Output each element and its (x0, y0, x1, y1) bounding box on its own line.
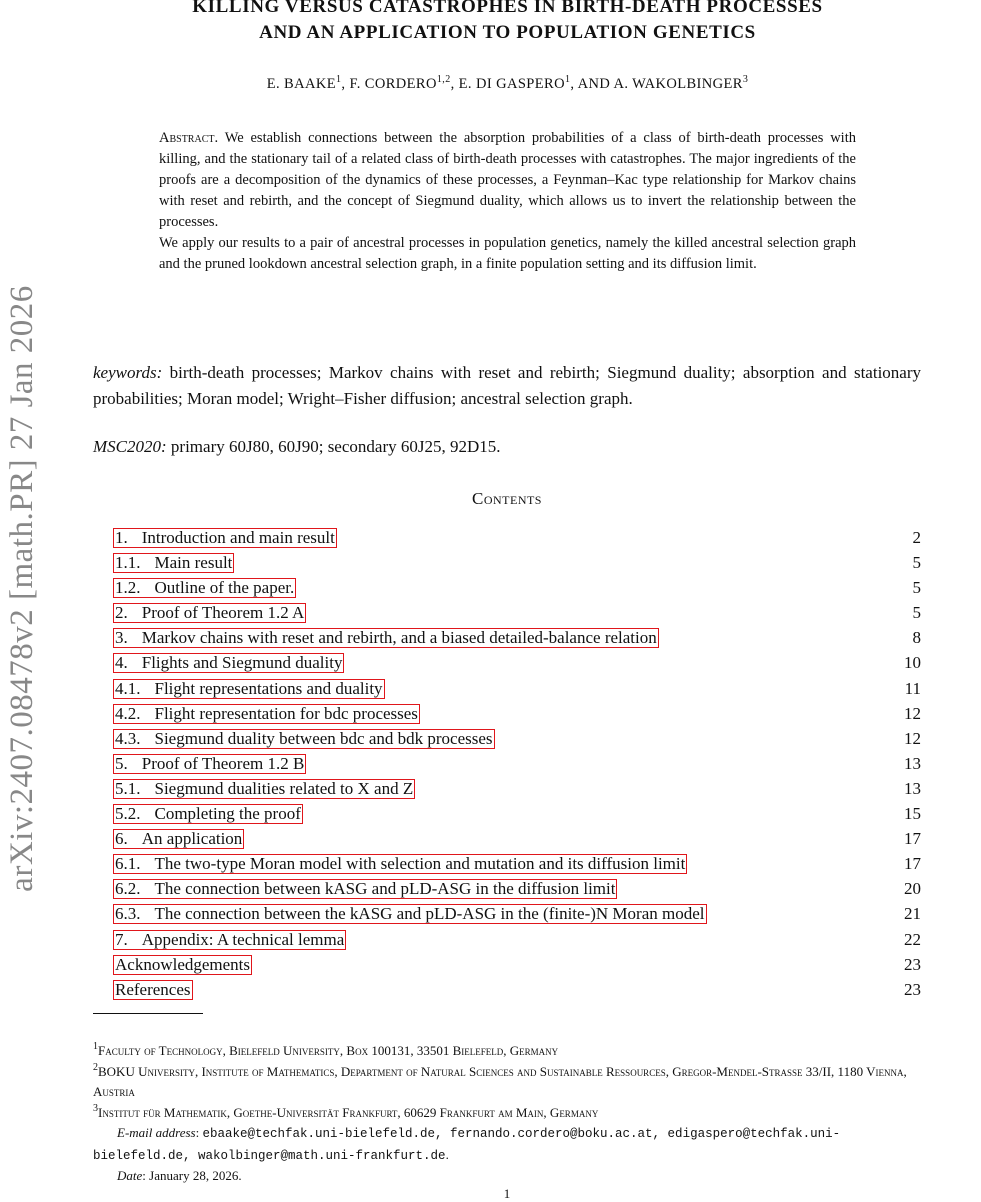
footnote-text: BOKU University, Institute of Mathematics, Department of Natural Sciences and Sustainable Ressources, Gregor-Mendel-Strasse 33/II, 1180 Vienna, Austria (93, 1063, 907, 1099)
toc-entry (113, 851, 921, 876)
msc-label: MSC2020: (93, 437, 167, 456)
toc-entry (113, 676, 921, 701)
toc-section-number: 5.2. (115, 804, 141, 824)
toc-page-number: 8 (912, 628, 921, 648)
table-of-contents (113, 525, 921, 1002)
toc-section-title: Introduction and main result (141, 528, 335, 547)
toc-section-title: Acknowledgements (115, 954, 251, 974)
footnote-text: Institut für Mathematik, Goethe-Universität Frankfurt, 60629 Frankfurt am Main, Germany (98, 1104, 599, 1120)
author-list (120, 76, 895, 93)
toc-entry (113, 625, 921, 650)
footnote-2 (93, 1062, 923, 1103)
abstract-text-1: We establish connections between the absorption probabilities of a class of birth-death processes with killing, and the stationary tail of a related class of birth-death processes with catastrophes. The major ingredients of the proofs are a decomposition of the dynamics of these processes, a Feynman–Kac type relationship for Markov chains with reset and rebirth, and the concept of Siegmund duality, which allows us to invert the relationship between the processes. (159, 130, 856, 230)
toc-page-number: 23 (904, 979, 921, 999)
toc-section-title: Proof of Theorem 1.2 B (141, 753, 305, 773)
toc-section-title: Siegmund dualities related to X and Z (154, 778, 414, 798)
toc-entry (113, 575, 921, 600)
toc-entry (113, 525, 921, 550)
toc-link[interactable] (113, 704, 420, 724)
toc-page-number: 13 (904, 753, 921, 773)
toc-link[interactable] (113, 879, 617, 899)
keywords (93, 360, 921, 412)
toc-page-number: 5 (912, 603, 921, 623)
toc-section-title: Appendix: A technical lemma (141, 929, 345, 949)
toc-page-number: 12 (904, 703, 921, 723)
footnote-mark: 2 (93, 1061, 98, 1073)
author-name: F. CORDERO (349, 76, 437, 92)
author-separator: , AND (570, 76, 614, 92)
toc-section-title: Flight representations and duality (154, 678, 383, 698)
date-value: January 28, 2026. (149, 1168, 242, 1183)
msc-text: primary 60J80, 60J90; secondary 60J25, 92D15. (170, 437, 501, 456)
email-line: E-mail address: ebaake@techfak.uni-bielefeld.de, fernando.cordero@boku.ac.at, edigaspero@techfak.uni-bielefeld.de, wakolbinger@math.uni-frankfurt.de. (93, 1125, 841, 1163)
toc-link[interactable] (113, 829, 244, 849)
toc-entry (113, 901, 921, 926)
abstract-label: Abstract. (159, 130, 219, 146)
footnotes (93, 1041, 923, 1187)
toc-section-title: Main result (154, 553, 233, 573)
toc-link[interactable] (113, 955, 252, 975)
toc-page-number: 11 (904, 678, 921, 698)
abstract-paragraph-1 (159, 128, 856, 233)
toc-section-number: 6.2. (115, 879, 141, 899)
toc-link[interactable] (113, 980, 193, 1000)
author-name: E. BAAKE (266, 76, 336, 92)
toc-link[interactable] (113, 528, 337, 548)
toc-entry (113, 650, 921, 675)
toc-section-number: 7. (115, 929, 128, 949)
toc-page-number: 23 (904, 954, 921, 974)
toc-entry (113, 927, 921, 952)
toc-section-title: References (115, 979, 191, 999)
toc-section-number: 2. (115, 603, 128, 623)
toc-section-number: 4. (115, 653, 128, 673)
toc-entry (113, 801, 921, 826)
contents-heading: Contents (471, 489, 542, 508)
date-label: Date (117, 1168, 143, 1183)
toc-page-number: 10 (904, 653, 921, 673)
toc-entry (113, 550, 921, 575)
toc-link[interactable] (113, 679, 385, 699)
toc-section-number: 3. (115, 628, 128, 648)
toc-section-title: Siegmund duality between bdc and bdk processes (154, 728, 493, 748)
toc-link[interactable] (113, 653, 344, 673)
footnote-3 (93, 1103, 923, 1124)
toc-entry (113, 701, 921, 726)
footnote-text: Faculty of Technology, Bielefeld University, Box 100131, 33501 Bielefeld, Germany (98, 1043, 559, 1058)
toc-section-number: 6.3. (115, 904, 141, 924)
toc-section-number: 1.1. (115, 553, 141, 573)
toc-link[interactable] (113, 553, 234, 573)
toc-entry (113, 952, 921, 977)
arxiv-sidebar-stamp (4, 248, 40, 928)
toc-page-number: 20 (904, 879, 921, 899)
keywords-label: keywords: (93, 363, 163, 382)
title-line-2: AND AN APPLICATION TO POPULATION GENETICS (259, 22, 756, 43)
toc-link[interactable] (113, 779, 415, 799)
toc-entry (113, 726, 921, 751)
toc-link[interactable] (113, 904, 707, 924)
toc-page-number: 22 (904, 929, 921, 949)
toc-section-title: The connection between the kASG and pLD-ASG in the (finite-)N Moran model (154, 904, 705, 924)
toc-entry (113, 876, 921, 901)
toc-section-number: 6.1. (115, 854, 141, 874)
toc-page-number: 17 (904, 854, 921, 874)
footnote-1 (93, 1041, 923, 1062)
toc-link[interactable] (113, 930, 346, 950)
keywords-text: birth-death processes; Markov chains with reset and rebirth; Siegmund duality; absorption and stationary probabilities; Moran model; Wright–Fisher diffusion; ancestral selection graph. (93, 363, 922, 408)
paper-title (120, 0, 895, 46)
toc-section-title: Outline of the paper. (154, 578, 295, 598)
toc-page-number: 5 (912, 553, 921, 573)
date-line: Date: January 28, 2026. (117, 1168, 242, 1183)
page-number: 1 (503, 1186, 511, 1201)
toc-page-number: 2 (912, 528, 921, 547)
author-name: E. DI GASPERO (458, 76, 565, 92)
toc-section-number: 6. (115, 829, 128, 849)
footnote-rule (93, 1013, 203, 1014)
toc-page-number: 5 (912, 578, 921, 598)
toc-section-title: The two-type Moran model with selection and mutation and its diffusion limit (154, 854, 686, 874)
arxiv-id-text: arXiv:2407.08478v2 [math.PR] 27 Jan 2026 (3, 284, 40, 892)
toc-entry (113, 600, 921, 625)
toc-page-number: 12 (904, 728, 921, 748)
author-separator: , (341, 76, 350, 92)
toc-section-title: An application (141, 829, 243, 849)
toc-section-number: 1.2. (115, 578, 141, 598)
msc-classification (93, 434, 921, 460)
toc-section-title: Completing the proof (154, 804, 301, 824)
toc-link[interactable] (113, 754, 306, 774)
author-affiliation-mark: 3 (742, 74, 749, 85)
toc-section-title: Markov chains with reset and rebirth, and a biased detailed-balance relation (141, 628, 657, 648)
toc-page-number: 17 (904, 829, 921, 849)
toc-entry (113, 776, 921, 801)
toc-link[interactable] (113, 578, 296, 598)
toc-section-title: Proof of Theorem 1.2 A (141, 603, 305, 623)
author-affiliation-mark: 1 (564, 74, 571, 85)
toc-link[interactable] (113, 603, 306, 623)
abstract-paragraph-2: We apply our results to a pair of ancestral processes in population genetics, namely the killed ancestral selection graph and the pruned lookdown ancestral selection graph, in a finite population setting and its diffusion limit. (159, 235, 856, 272)
toc-link[interactable] (113, 804, 303, 824)
author-affiliation-mark: 1,2 (436, 74, 451, 85)
toc-section-number: 4.1. (115, 678, 141, 698)
toc-section-number: 4.2. (115, 703, 141, 723)
toc-page-number: 13 (904, 778, 921, 798)
toc-link[interactable] (113, 628, 659, 648)
email-label: E-mail address (117, 1125, 196, 1140)
author-affiliation-mark: 1 (335, 74, 342, 85)
toc-section-title: The connection between kASG and pLD-ASG in the diffusion limit (154, 879, 616, 899)
toc-link[interactable] (113, 854, 687, 874)
toc-section-title: Flights and Siegmund duality (141, 653, 343, 673)
toc-entry (113, 751, 921, 776)
toc-section-number: 5.1. (115, 778, 141, 798)
toc-section-number: 5. (115, 753, 128, 773)
toc-page-number: 15 (904, 804, 921, 824)
author-name: A. WAKOLBINGER (613, 76, 743, 92)
title-line-1: KILLING VERSUS CATASTROPHES IN BIRTH-DEATH PROCESSES (192, 0, 823, 17)
toc-entry (113, 977, 921, 1002)
toc-page-number: 21 (904, 904, 921, 924)
toc-entry (113, 826, 921, 851)
abstract (159, 128, 856, 275)
toc-section-title: Flight representation for bdc processes (154, 703, 418, 723)
email-addresses[interactable]: ebaake@techfak.uni-bielefeld.de, fernando.cordero@boku.ac.at, edigaspero@techfak.uni-bielefeld.de, wakolbinger@math.uni-frankfurt.de (93, 1127, 841, 1163)
toc-section-number: 4.3. (115, 728, 141, 748)
footnote-mark: 3 (93, 1102, 98, 1114)
toc-section-number: 1. (115, 528, 128, 547)
toc-link[interactable] (113, 729, 495, 749)
footnote-mark: 1 (93, 1041, 98, 1052)
author-separator: , (450, 76, 459, 92)
